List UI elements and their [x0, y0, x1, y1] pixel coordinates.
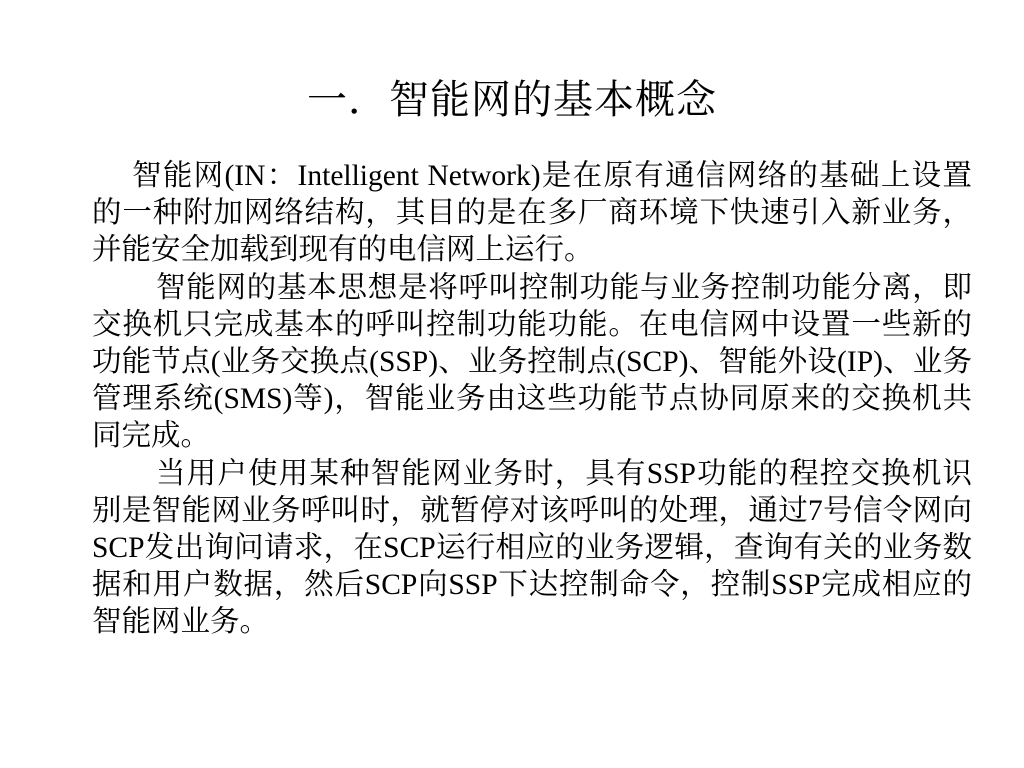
- paragraph-in-definition: 智能网(IN：Intelligent Network)是在原有通信网络的基础上设置的一种附加网络结构，其目的是在多厂商环境下快速引入新业务，并能安全加载到现有的电信网上运行。: [92, 160, 972, 266]
- slide-body: [92, 158, 972, 641]
- paragraph-call-flow: 当用户使用某种智能网业务时，具有SSP功能的程控交换机识别是智能网业务呼叫时，就暂停对该呼叫的处理，通过7号信令网向SCP发出询问请求，在SCP运行相应的业务逻辑，查询有关的业务数据和用户数据，然后SCP向SSP下达控制命令，控制SSP完成相应的智能网业务。: [92, 458, 972, 638]
- paragraph-basic-idea: 智能网的基本思想是将呼叫控制功能与业务控制功能分离，即交换机只完成基本的呼叫控制功能功能。在电信网中设置一些新的功能节点(业务交换点(SSP)、业务控制点(SCP)、智能外设(IP)、业务管理系统(SMS)等)，智能业务由这些功能节点协同原来的交换机共同完成。: [92, 272, 972, 452]
- slide-title: 一．智能网的基本概念: [307, 77, 717, 122]
